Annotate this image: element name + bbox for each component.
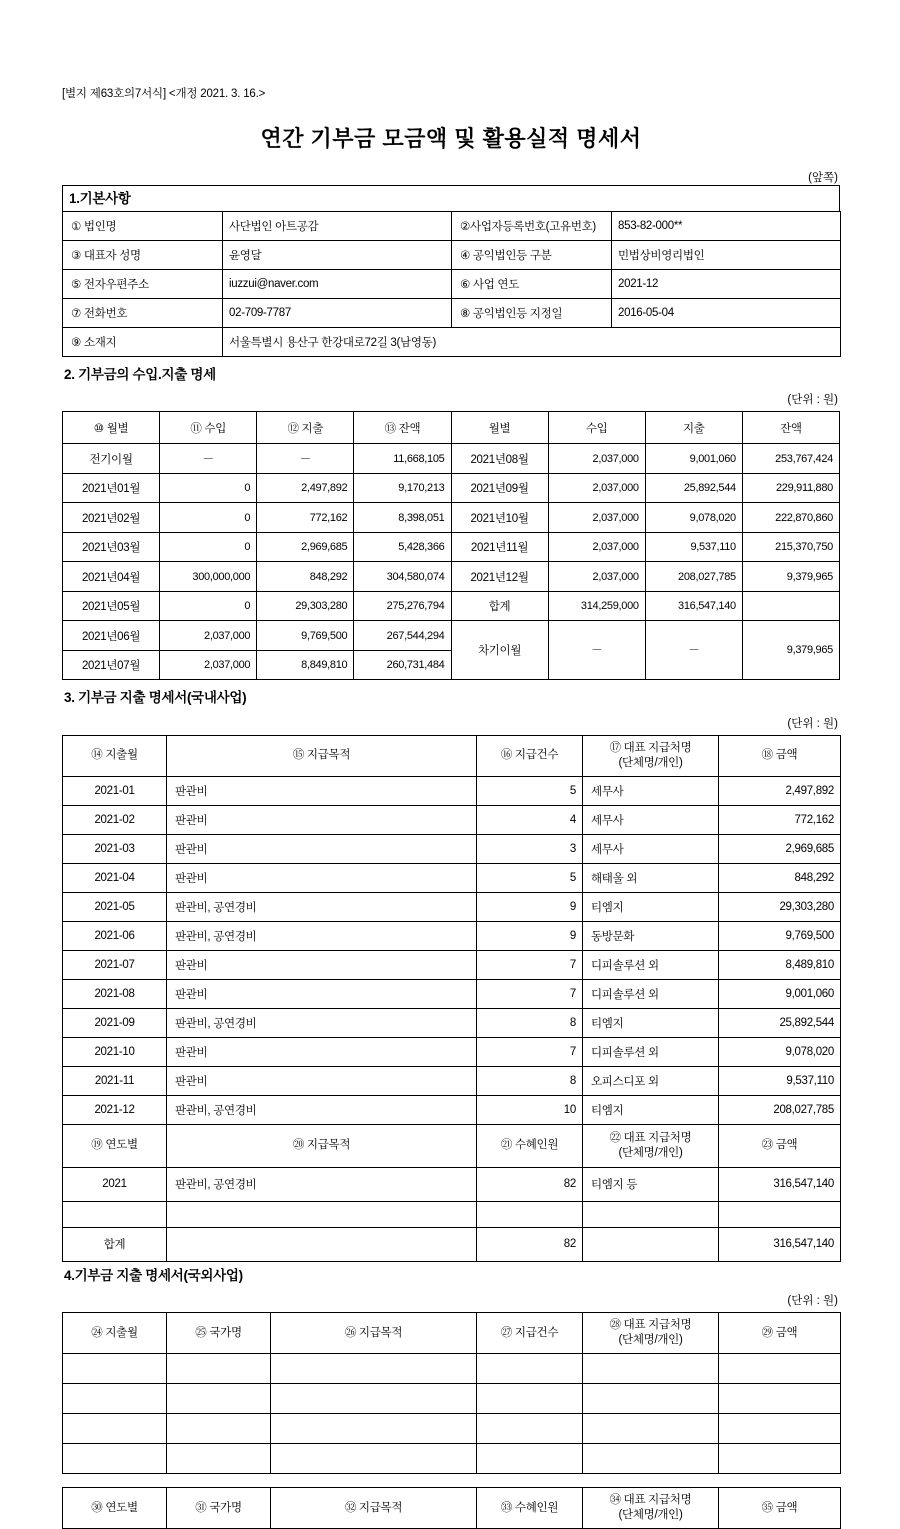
ovs-cell-payee [583, 1443, 719, 1473]
dom-header-purpose: ⑮ 지급목적 [167, 735, 477, 776]
dom-month: 2021-05 [63, 892, 167, 921]
flow-expense: 208,027,785 [645, 562, 742, 592]
flow-expense: 2,969,685 [257, 532, 354, 562]
flow-income: 2,037,000 [160, 621, 257, 651]
table-row [63, 503, 840, 533]
dom-header-amount: ⑱ 금액 [719, 735, 841, 776]
flow-month: 전기이월 [63, 444, 160, 474]
dom-payee: 해태울 외 [583, 863, 719, 892]
flow-month: 2021년05월 [63, 591, 160, 621]
flow-balance: 8,398,051 [354, 503, 451, 533]
dom-purpose: 판관비 [167, 805, 477, 834]
flow-expense: 9,537,110 [645, 532, 742, 562]
table-row [63, 1443, 841, 1473]
table-row [63, 444, 840, 474]
dom-spacer-cell [719, 1201, 841, 1227]
flow-income: 2,037,000 [548, 562, 645, 592]
ovs-year-header-payee-line2: (단체명/개인) [618, 1508, 683, 1521]
ovs-cell-payee [583, 1383, 719, 1413]
dom-year-header-purpose: ⑳ 지급목적 [167, 1124, 477, 1167]
flow-balance: 11,668,105 [354, 444, 451, 474]
dom-amount: 208,027,785 [719, 1095, 841, 1124]
flow-carryover-label: 차기이월 [451, 621, 548, 680]
dom-count: 9 [477, 921, 583, 950]
dom-amount: 9,001,060 [719, 979, 841, 1008]
flow-expense: － [257, 444, 354, 474]
dom-payee: 티엠지 [583, 1095, 719, 1124]
dom-count: 10 [477, 1095, 583, 1124]
table-row [63, 892, 841, 921]
dom-amount: 2,969,685 [719, 834, 841, 863]
flow-income: 0 [160, 473, 257, 503]
dom-amount: 9,537,110 [719, 1066, 841, 1095]
table-row [63, 834, 841, 863]
table-row [63, 805, 841, 834]
flow-expense: 772,162 [257, 503, 354, 533]
dom-year-purpose: 판관비, 공연경비 [167, 1167, 477, 1201]
ovs-cell-count [477, 1353, 583, 1383]
flow-expense: 29,303,280 [257, 591, 354, 621]
flow-income: 2,037,000 [548, 473, 645, 503]
dom-payee: 세무사 [583, 805, 719, 834]
flow-month: 2021년10월 [451, 503, 548, 533]
flow-month: 2021년06월 [63, 621, 160, 651]
ovs-cell-count [477, 1443, 583, 1473]
dom-payee: 디피솔루션 외 [583, 979, 719, 1008]
flow-month: 2021년08월 [451, 444, 548, 474]
flow-balance: 229,911,880 [742, 473, 839, 503]
dom-amount: 25,892,544 [719, 1008, 841, 1037]
ovs-year-header-payee [583, 1487, 719, 1528]
dom-month: 2021-02 [63, 805, 167, 834]
flow-month: 2021년09월 [451, 473, 548, 503]
flow-balance: 260,731,484 [354, 650, 451, 680]
table-row [63, 863, 841, 892]
page-side-marker: (앞쪽) [808, 171, 838, 184]
table-row [63, 532, 840, 562]
table-row-total [63, 1227, 841, 1261]
flow-month: 2021년03월 [63, 532, 160, 562]
dom-total-amount: 316,547,140 [719, 1227, 841, 1261]
dom-purpose: 판관비 [167, 979, 477, 1008]
flow-income: 2,037,000 [160, 650, 257, 680]
flow-income: 300,000,000 [160, 562, 257, 592]
flow-expense: 9,001,060 [645, 444, 742, 474]
dom-amount: 848,292 [719, 863, 841, 892]
table-row [63, 1383, 841, 1413]
table-row [63, 979, 841, 1008]
table-row [63, 270, 841, 299]
ovs-cell-payee [583, 1413, 719, 1443]
ovs-cell-purpose [271, 1413, 477, 1443]
section3-heading: 3. 기부금 지출 명세서(국내사업) [64, 690, 247, 706]
flow-total-expense: 316,547,140 [645, 591, 742, 621]
page-title: 연간 기부금 모금액 및 활용실적 명세서 [260, 125, 642, 151]
section2-heading: 2. 기부금의 수입.지출 명세 [64, 367, 216, 383]
table-row [63, 328, 841, 357]
flow-balance: 222,870,860 [742, 503, 839, 533]
dom-year-header-payee-line1: ㉒ 대표 지급처명 [609, 1132, 692, 1145]
ovs-header-payee-line2: (단체명/개인) [618, 1333, 683, 1346]
dom-count: 7 [477, 1037, 583, 1066]
dom-payee: 디피솔루션 외 [583, 1037, 719, 1066]
flow-income: 2,037,000 [548, 444, 645, 474]
flow-balance: 9,379,965 [742, 562, 839, 592]
dom-month: 2021-09 [63, 1008, 167, 1037]
basic-value-address: 서울특별시 용산구 한강대로72길 3(남영동) [223, 328, 841, 357]
dom-header-month: ⑭ 지출월 [63, 735, 167, 776]
flow-month: 2021년01월 [63, 473, 160, 503]
dom-year-header-year: ⑲ 연도별 [63, 1124, 167, 1167]
basic-value-biz-number: 853-82-000** [612, 212, 841, 241]
table-row [63, 473, 840, 503]
dom-purpose: 판관비 [167, 863, 477, 892]
dom-total-label: 합계 [63, 1227, 167, 1261]
flow-balance: 267,544,294 [354, 621, 451, 651]
ovs-header-payee-line1: ㉘ 대표 지급처명 [609, 1319, 692, 1332]
basic-label-representative: ③ 대표자 성명 [63, 241, 223, 270]
dom-month: 2021-07 [63, 950, 167, 979]
dom-count: 7 [477, 979, 583, 1008]
table-row [63, 921, 841, 950]
flow-expense: 9,769,500 [257, 621, 354, 651]
dom-year-header-people: ㉑ 수혜인원 [477, 1124, 583, 1167]
ovs-cell-month [63, 1443, 167, 1473]
flow-carryover-income: － [548, 621, 645, 680]
dom-count: 7 [477, 950, 583, 979]
section4-unit: (단위 : 원) [787, 1294, 838, 1307]
ovs-cell-month [63, 1413, 167, 1443]
table-row [63, 1095, 841, 1124]
ovs-header-count: ㉗ 지급건수 [477, 1312, 583, 1353]
section1-heading: 1.기본사항 [62, 185, 840, 211]
basic-label-fiscal-year: ⑥ 사업 연도 [452, 270, 612, 299]
ovs-cell-amount [719, 1353, 841, 1383]
ovs-cell-count [477, 1383, 583, 1413]
flow-month: 2021년04월 [63, 562, 160, 592]
dom-amount: 772,162 [719, 805, 841, 834]
table-row [63, 950, 841, 979]
ovs-cell-purpose [271, 1383, 477, 1413]
dom-amount: 2,497,892 [719, 776, 841, 805]
table-row [63, 621, 840, 651]
form-code: [별지 제63호의7서식] <개정 2021. 3. 16.> [62, 88, 266, 100]
dom-amount: 8,489,810 [719, 950, 841, 979]
table-header-row [63, 735, 841, 776]
flow-income: 0 [160, 591, 257, 621]
ovs-year-header-year: ㉚ 연도별 [63, 1487, 167, 1528]
dom-month: 2021-11 [63, 1066, 167, 1095]
dom-purpose: 판관비 [167, 834, 477, 863]
dom-purpose: 판관비 [167, 1037, 477, 1066]
table-row-spacer [63, 1201, 841, 1227]
dom-month: 2021-08 [63, 979, 167, 1008]
dom-payee: 세무사 [583, 776, 719, 805]
dom-year-amount: 316,547,140 [719, 1167, 841, 1201]
flow-month: 2021년12월 [451, 562, 548, 592]
flow-balance: 215,370,750 [742, 532, 839, 562]
flow-balance: 5,428,366 [354, 532, 451, 562]
dom-payee: 디피솔루션 외 [583, 950, 719, 979]
table-row [63, 562, 840, 592]
dom-count: 8 [477, 1066, 583, 1095]
dom-total-purpose [167, 1227, 477, 1261]
basic-value-corp-name: 사단법인 아트공감 [223, 212, 452, 241]
dom-year-header-payee-line2: (단체명/개인) [618, 1146, 683, 1159]
flow-header-month-right: 월별 [451, 412, 548, 444]
dom-count: 5 [477, 863, 583, 892]
flow-header-month-left: ⑩ 월별 [63, 412, 160, 444]
ovs-year-header-people: ㉝ 수혜인원 [477, 1487, 583, 1528]
table-row [63, 1413, 841, 1443]
table-row [63, 299, 841, 328]
dom-spacer-cell [167, 1201, 477, 1227]
dom-count: 5 [477, 776, 583, 805]
flow-expense: 2,497,892 [257, 473, 354, 503]
dom-month: 2021-04 [63, 863, 167, 892]
ovs-cell-country [167, 1383, 271, 1413]
dom-spacer-cell [477, 1201, 583, 1227]
dom-year-people: 82 [477, 1167, 583, 1201]
domestic-expense-table [62, 735, 841, 1262]
flow-income: 2,037,000 [548, 532, 645, 562]
basic-value-phone: 02-709-7787 [223, 299, 452, 328]
dom-year-header-amount: ㉓ 금액 [719, 1124, 841, 1167]
basic-value-fiscal-year: 2021-12 [612, 270, 841, 299]
dom-purpose: 판관비, 공연경비 [167, 1095, 477, 1124]
basic-value-designation-date: 2016-05-04 [612, 299, 841, 328]
dom-payee: 세무사 [583, 834, 719, 863]
dom-amount: 9,769,500 [719, 921, 841, 950]
dom-payee: 티엠지 [583, 1008, 719, 1037]
flow-income: － [160, 444, 257, 474]
section3-unit: (단위 : 원) [787, 717, 838, 730]
ovs-header-purpose: ㉖ 지급목적 [271, 1312, 477, 1353]
dom-year-payee: 티엠지 등 [583, 1167, 719, 1201]
flow-total-income: 314,259,000 [548, 591, 645, 621]
ovs-year-header-country: ㉛ 국가명 [167, 1487, 271, 1528]
flow-balance: 304,580,074 [354, 562, 451, 592]
dom-header-payee-line1: ⑰ 대표 지급처명 [609, 742, 692, 755]
basic-value-corp-type: 민법상비영리법인 [612, 241, 841, 270]
ovs-cell-amount [719, 1413, 841, 1443]
basic-value-representative: 윤영달 [223, 241, 452, 270]
dom-year-value: 2021 [63, 1167, 167, 1201]
dom-month: 2021-03 [63, 834, 167, 863]
basic-label-corp-type: ④ 공익법인등 구분 [452, 241, 612, 270]
basic-label-biz-number: ②사업자등록번호(고유번호) [452, 212, 612, 241]
flow-expense: 25,892,544 [645, 473, 742, 503]
flow-header-balance-right: 잔액 [742, 412, 839, 444]
ovs-cell-country [167, 1413, 271, 1443]
ovs-cell-purpose [271, 1443, 477, 1473]
table-row [63, 1066, 841, 1095]
basic-info-table [62, 211, 841, 357]
section2-unit: (단위 : 원) [787, 394, 838, 407]
flow-header-expense-right: 지출 [645, 412, 742, 444]
table-header-row [63, 1487, 841, 1528]
dom-header-payee-line2: (단체명/개인) [618, 756, 683, 769]
basic-label-corp-name: ① 법인명 [63, 212, 223, 241]
ovs-header-country: ㉕ 국가명 [167, 1312, 271, 1353]
dom-purpose: 판관비, 공연경비 [167, 892, 477, 921]
flow-header-balance-left: ⑬ 잔액 [354, 412, 451, 444]
ovs-header-month: ㉔ 지출월 [63, 1312, 167, 1353]
donation-flow-table [62, 411, 840, 680]
dom-purpose: 판관비 [167, 1066, 477, 1095]
overseas-expense-table [62, 1312, 841, 1474]
flow-carryover-balance: 9,379,965 [742, 621, 839, 680]
basic-label-email: ⑤ 전자우편주소 [63, 270, 223, 299]
dom-year-header-payee [583, 1124, 719, 1167]
dom-spacer-cell [63, 1201, 167, 1227]
dom-count: 4 [477, 805, 583, 834]
flow-total-label: 합계 [451, 591, 548, 621]
dom-count: 8 [477, 1008, 583, 1037]
table-header-row [63, 1124, 841, 1167]
dom-spacer-cell [583, 1201, 719, 1227]
ovs-cell-count [477, 1413, 583, 1443]
dom-count: 9 [477, 892, 583, 921]
flow-balance: 253,767,424 [742, 444, 839, 474]
dom-header-payee [583, 735, 719, 776]
flow-balance: 275,276,794 [354, 591, 451, 621]
ovs-cell-month [63, 1383, 167, 1413]
flow-income: 0 [160, 503, 257, 533]
dom-month: 2021-12 [63, 1095, 167, 1124]
basic-label-designation-date: ⑧ 공익법인등 지정일 [452, 299, 612, 328]
dom-month: 2021-01 [63, 776, 167, 805]
dom-month: 2021-10 [63, 1037, 167, 1066]
dom-purpose: 판관비 [167, 950, 477, 979]
dom-total-payee [583, 1227, 719, 1261]
flow-total-balance [742, 591, 839, 621]
basic-value-email: iuzzui@naver.com [223, 270, 452, 299]
table-row [63, 241, 841, 270]
dom-month: 2021-06 [63, 921, 167, 950]
dom-amount: 9,078,020 [719, 1037, 841, 1066]
flow-month: 2021년11월 [451, 532, 548, 562]
flow-carryover-expense: － [645, 621, 742, 680]
flow-expense: 848,292 [257, 562, 354, 592]
dom-header-count: ⑯ 지급건수 [477, 735, 583, 776]
dom-payee: 티엠지 [583, 892, 719, 921]
table-row [63, 1353, 841, 1383]
section4-heading: 4.기부금 지출 명세서(국외사업) [64, 1267, 243, 1283]
ovs-header-payee [583, 1312, 719, 1353]
basic-label-phone: ⑦ 전화번호 [63, 299, 223, 328]
dom-payee: 동방문화 [583, 921, 719, 950]
ovs-cell-country [167, 1353, 271, 1383]
ovs-header-amount: ㉙ 금액 [719, 1312, 841, 1353]
flow-header-expense-left: ⑫ 지출 [257, 412, 354, 444]
table-row [63, 591, 840, 621]
flow-expense: 9,078,020 [645, 503, 742, 533]
ovs-cell-amount [719, 1443, 841, 1473]
document-body [62, 0, 840, 1529]
flow-header-income-right: 수입 [548, 412, 645, 444]
ovs-cell-purpose [271, 1353, 477, 1383]
flow-balance: 9,170,213 [354, 473, 451, 503]
ovs-cell-payee [583, 1353, 719, 1383]
flow-expense: 8,849,810 [257, 650, 354, 680]
flow-income: 0 [160, 532, 257, 562]
overseas-year-table [62, 1487, 841, 1529]
ovs-year-header-amount: ㉟ 금액 [719, 1487, 841, 1528]
table-row [63, 776, 841, 805]
dom-payee: 오피스디포 외 [583, 1066, 719, 1095]
table-row [63, 1008, 841, 1037]
dom-amount: 29,303,280 [719, 892, 841, 921]
table-row [63, 1037, 841, 1066]
dom-count: 3 [477, 834, 583, 863]
table-row [63, 212, 841, 241]
table-row [63, 1167, 841, 1201]
ovs-year-header-payee-line1: ㉞ 대표 지급처명 [609, 1494, 692, 1507]
dom-total-people: 82 [477, 1227, 583, 1261]
dom-purpose: 판관비, 공연경비 [167, 921, 477, 950]
ovs-cell-amount [719, 1383, 841, 1413]
flow-income: 2,037,000 [548, 503, 645, 533]
basic-label-address: ⑨ 소재지 [63, 328, 223, 357]
ovs-year-header-purpose: ㉜ 지급목적 [271, 1487, 477, 1528]
flow-header-income-left: ⑪ 수입 [160, 412, 257, 444]
flow-month: 2021년07월 [63, 650, 160, 680]
table-header-row [63, 1312, 841, 1353]
dom-purpose: 판관비, 공연경비 [167, 1008, 477, 1037]
ovs-cell-month [63, 1353, 167, 1383]
table-header-row [63, 412, 840, 444]
dom-purpose: 판관비 [167, 776, 477, 805]
flow-month: 2021년02월 [63, 503, 160, 533]
ovs-cell-country [167, 1443, 271, 1473]
